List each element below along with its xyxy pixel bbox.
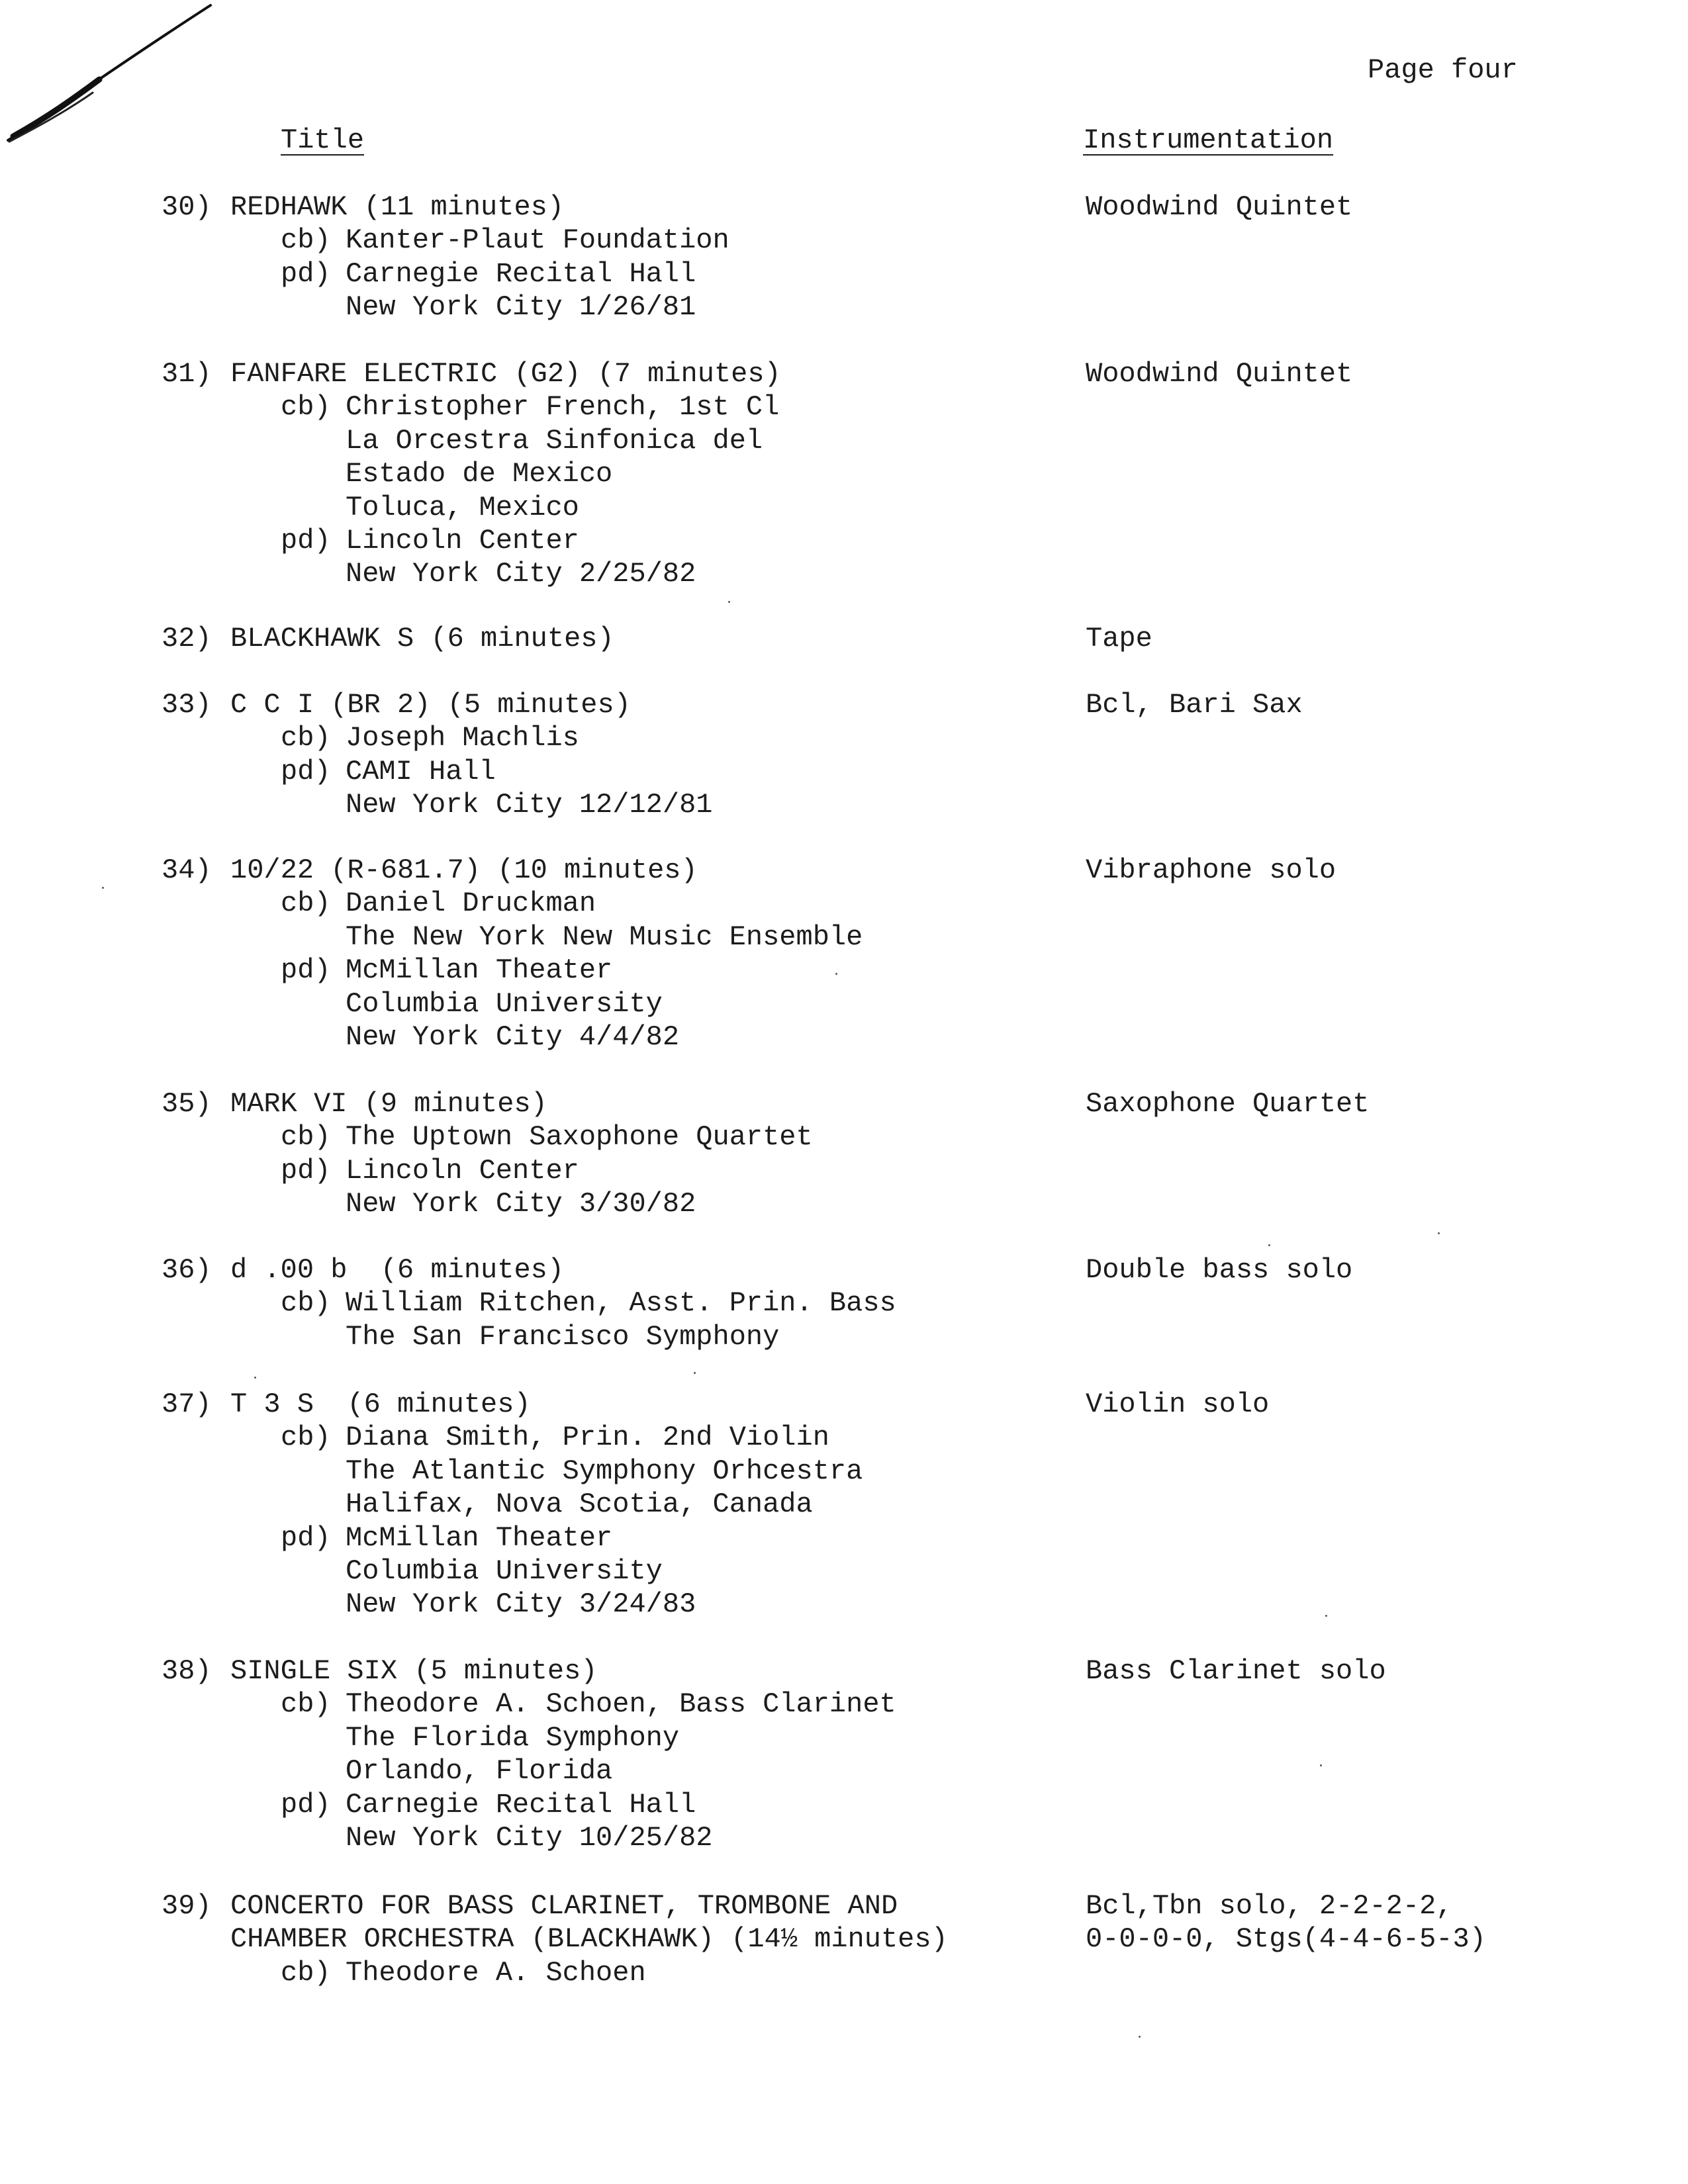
entry-title: T 3 S (6 minutes) <box>230 1388 531 1420</box>
entry-detail-line: Diana Smith, Prin. 2nd Violin <box>346 1422 829 1453</box>
entry-number: 30) <box>162 191 212 223</box>
commissioned-by-label: cb) <box>281 391 331 423</box>
entry-detail-line: McMillan Theater <box>346 1522 613 1554</box>
entry-number: 37) <box>162 1388 212 1420</box>
commissioned-by-label: cb) <box>281 1957 331 1989</box>
entry-title: REDHAWK (11 minutes) <box>230 191 565 223</box>
entry-detail-line: Carnegie Recital Hall <box>346 1789 696 1821</box>
speck <box>1320 1764 1322 1766</box>
entry-detail-line: New York City 12/12/81 <box>346 789 713 821</box>
entry-title: BLACKHAWK S (6 minutes) <box>230 623 614 655</box>
entry-detail-line: Columbia University <box>346 1555 663 1587</box>
commissioned-by-label: cb) <box>281 224 331 256</box>
entry-detail-line: Daniel Druckman <box>346 887 596 919</box>
entry-detail-line: Estado de Mexico <box>346 458 613 490</box>
pen-stroke-mark <box>0 0 225 159</box>
entry-number: 36) <box>162 1254 212 1286</box>
entry-title: FANFARE ELECTRIC (G2) (7 minutes) <box>230 358 781 390</box>
entry-detail-line: Columbia University <box>346 988 663 1020</box>
entry-title: SINGLE SIX (5 minutes) <box>230 1655 598 1687</box>
commissioned-by-label: cb) <box>281 1121 331 1153</box>
entry-instrumentation: Bcl, Bari Sax <box>1086 689 1303 721</box>
entry-instrumentation: Woodwind Quintet <box>1086 191 1353 223</box>
entry-detail-line: Theodore A. Schoen <box>346 1957 646 1989</box>
entry-detail-line: Christopher French, 1st Cl <box>346 391 780 423</box>
entry-title: d .00 b (6 minutes) <box>230 1254 565 1286</box>
speck <box>694 1372 696 1374</box>
entry-instrumentation: Saxophone Quartet <box>1086 1088 1370 1120</box>
entry-instrumentation: 0-0-0-0, Stgs(4-4-6-5-3) <box>1086 1923 1486 1955</box>
entry-detail-line: CAMI Hall <box>346 756 496 788</box>
entry-detail-line: Lincoln Center <box>346 525 579 557</box>
entry-detail-line: Theodore A. Schoen, Bass Clarinet <box>346 1688 896 1720</box>
entry-instrumentation: Double bass solo <box>1086 1254 1353 1286</box>
page-number: Page four <box>1368 54 1518 86</box>
premiere-label: pd) <box>281 1155 331 1187</box>
entry-detail-line: The New York New Music Ensemble <box>346 921 863 953</box>
premiere-label: pd) <box>281 1522 331 1554</box>
entry-number: 38) <box>162 1655 212 1687</box>
entry-detail-line: The Atlantic Symphony Orhcestra <box>346 1455 863 1487</box>
entry-detail-line: The Uptown Saxophone Quartet <box>346 1121 813 1153</box>
entry-number: 35) <box>162 1088 212 1120</box>
entry-instrumentation: Bcl,Tbn solo, 2-2-2-2, <box>1086 1890 1453 1922</box>
speck <box>254 1377 256 1379</box>
entry-detail-line: New York City 1/26/81 <box>346 291 696 323</box>
entry-instrumentation: Violin solo <box>1086 1388 1270 1420</box>
speck <box>1268 1244 1270 1246</box>
entry-detail-line: New York City 2/25/82 <box>346 558 696 590</box>
entry-number: 34) <box>162 854 212 886</box>
entry-number: 39) <box>162 1890 212 1922</box>
entry-detail-line: Kanter-Plaut Foundation <box>346 224 729 256</box>
entry-detail-line: New York City 10/25/82 <box>346 1822 713 1854</box>
commissioned-by-label: cb) <box>281 722 331 754</box>
column-header-title: Title <box>281 124 365 156</box>
entry-detail-line: The Florida Symphony <box>346 1722 680 1754</box>
commissioned-by-label: cb) <box>281 1688 331 1720</box>
entry-title: CHAMBER ORCHESTRA (BLACKHAWK) (14½ minutes) <box>230 1923 948 1955</box>
premiere-label: pd) <box>281 954 331 986</box>
premiere-label: pd) <box>281 525 331 557</box>
entry-detail-line: La Orcestra Sinfonica del <box>346 425 763 457</box>
speck <box>102 887 104 889</box>
entry-detail-line: William Ritchen, Asst. Prin. Bass <box>346 1287 896 1319</box>
entry-detail-line: Halifax, Nova Scotia, Canada <box>346 1488 813 1520</box>
entry-title: 10/22 (R-681.7) (10 minutes) <box>230 854 698 886</box>
entry-detail-line: Orlando, Florida <box>346 1755 613 1787</box>
entry-instrumentation: Bass Clarinet solo <box>1086 1655 1386 1687</box>
entry-number: 32) <box>162 623 212 655</box>
premiere-label: pd) <box>281 258 331 290</box>
entry-detail-line: Toluca, Mexico <box>346 492 579 523</box>
entry-title: C C I (BR 2) (5 minutes) <box>230 689 631 721</box>
entry-detail-line: Carnegie Recital Hall <box>346 258 696 290</box>
entry-instrumentation: Tape <box>1086 623 1152 655</box>
entry-number: 33) <box>162 689 212 721</box>
commissioned-by-label: cb) <box>281 1422 331 1453</box>
speck <box>728 601 730 603</box>
entry-detail-line: The San Francisco Symphony <box>346 1321 780 1353</box>
premiere-label: pd) <box>281 1789 331 1821</box>
speck <box>1325 1615 1327 1617</box>
entry-detail-line: Joseph Machlis <box>346 722 579 754</box>
entry-title: CONCERTO FOR BASS CLARINET, TROMBONE AND <box>230 1890 898 1922</box>
column-header-instrumentation: Instrumentation <box>1083 124 1334 156</box>
speck <box>835 973 837 975</box>
entry-instrumentation: Vibraphone solo <box>1086 854 1336 886</box>
entry-detail-line: McMillan Theater <box>346 954 613 986</box>
entry-instrumentation: Woodwind Quintet <box>1086 358 1353 390</box>
entry-detail-line: New York City 4/4/82 <box>346 1021 680 1053</box>
entry-detail-line: New York City 3/30/82 <box>346 1188 696 1220</box>
entry-detail-line: New York City 3/24/83 <box>346 1588 696 1620</box>
premiere-label: pd) <box>281 756 331 788</box>
entry-title: MARK VI (9 minutes) <box>230 1088 547 1120</box>
commissioned-by-label: cb) <box>281 887 331 919</box>
commissioned-by-label: cb) <box>281 1287 331 1319</box>
speck <box>1438 1232 1440 1234</box>
entry-detail-line: Lincoln Center <box>346 1155 579 1187</box>
entry-number: 31) <box>162 358 212 390</box>
speck <box>1139 2036 1141 2038</box>
